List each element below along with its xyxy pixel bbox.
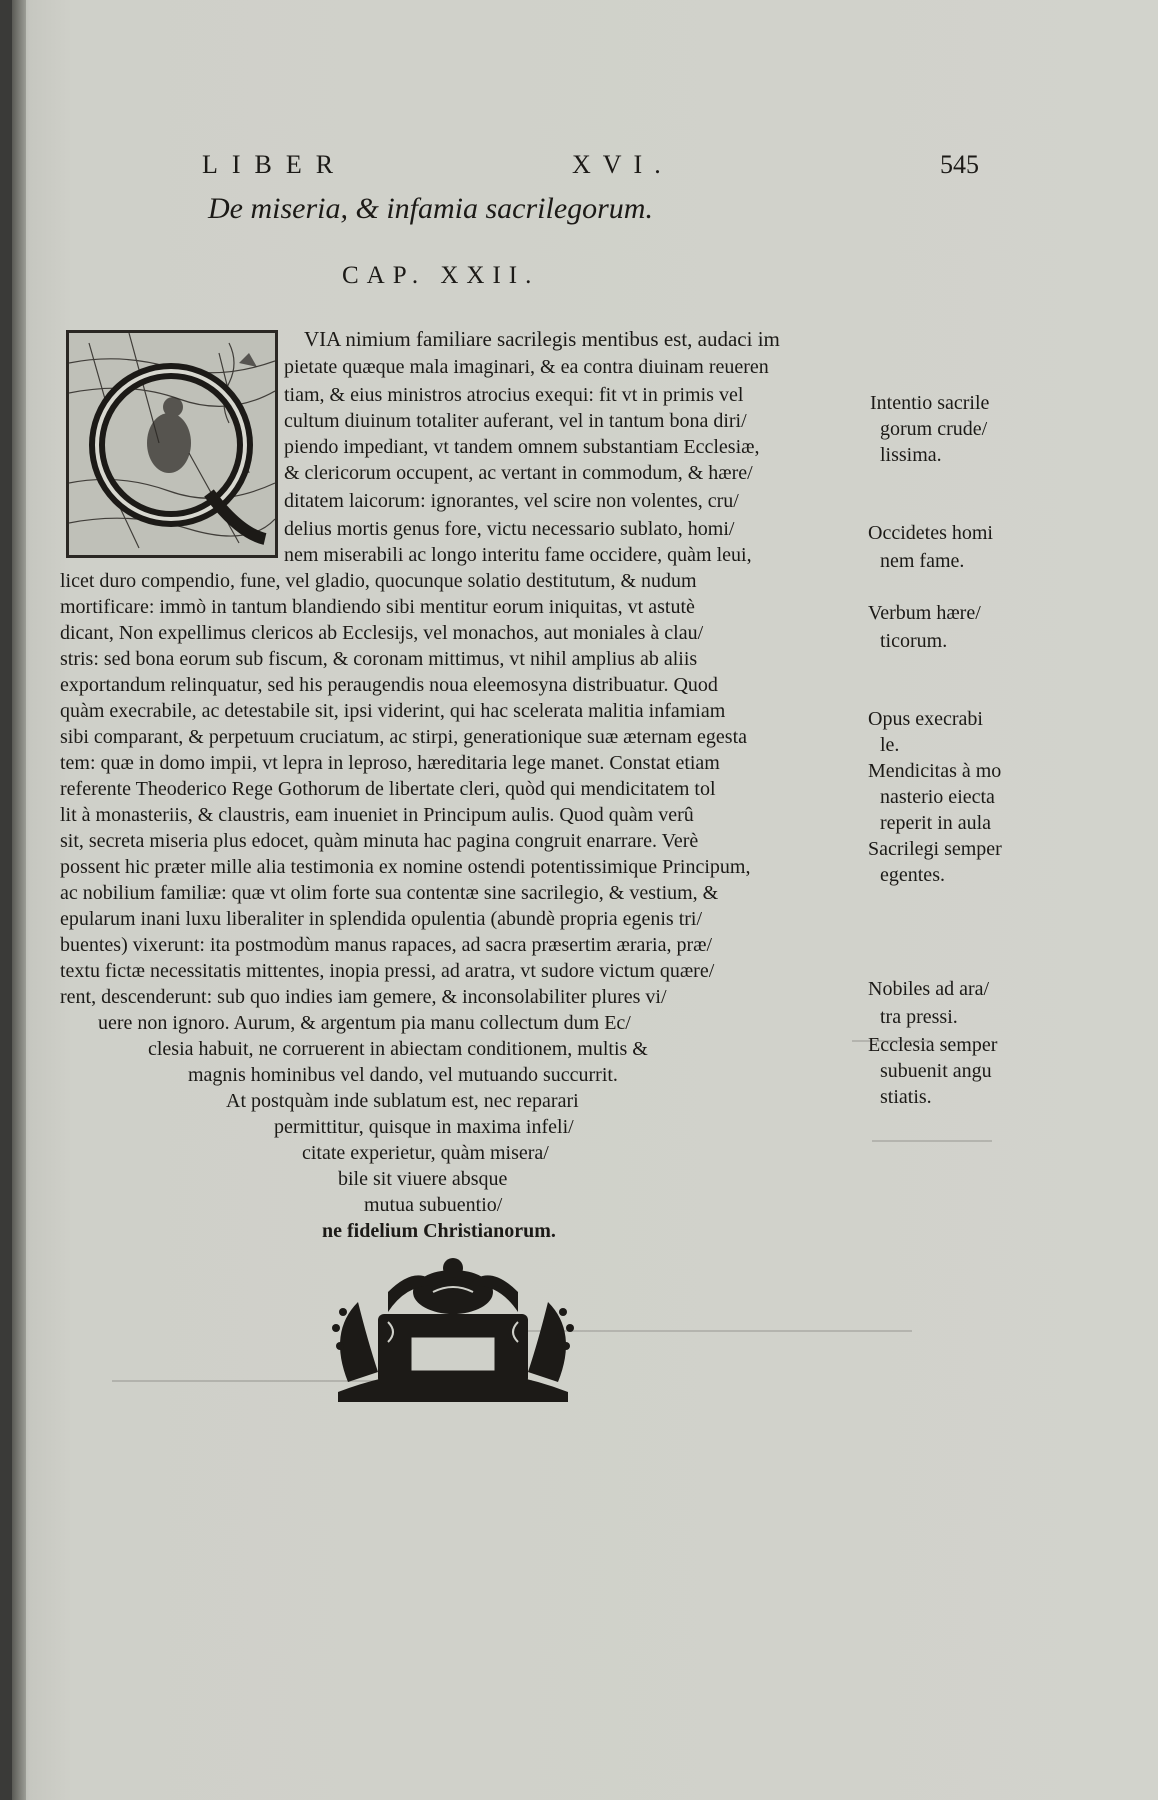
margin-note-line: egentes. bbox=[880, 864, 945, 886]
decorated-initial-q bbox=[66, 330, 278, 558]
body-line: citate experietur, quàm misera/ bbox=[302, 1142, 549, 1164]
body-line: piendo impediant, vt tandem omnem substantiam Ecclesiæ, bbox=[284, 436, 760, 458]
body-line: buentes) vixerunt: ita postmodùm manus rapaces, ad sacra præsertim æraria, præ/ bbox=[60, 934, 713, 956]
body-line: licet duro compendio, fune, vel gladio, quocunque solatio destitutum, & nudum bbox=[60, 570, 697, 592]
body-line: dicant, Non expellimus clericos ab Ecclesijs, vel monachos, aut moniales à clau/ bbox=[60, 622, 704, 644]
margin-note-line: nem fame. bbox=[880, 550, 965, 572]
margin-note-line: reperit in aula bbox=[880, 812, 992, 834]
body-line: possent hic præter mille alia testimonia ex nomine ostendi potentissimique Principum, bbox=[60, 856, 751, 878]
body-line: tem: quæ in domo impii, vt lepra in leproso, hæreditaria lege manet. Constat etiam bbox=[60, 752, 720, 774]
body-line: pietate quæque mala imaginari, & ea contra diuinam reueren bbox=[284, 356, 769, 378]
margin-note-line: lissima. bbox=[880, 444, 942, 466]
margin-note-line: nasterio eiecta bbox=[880, 786, 995, 808]
page-spine-shadow bbox=[12, 0, 26, 1800]
body-line: mortificare: immò in tantum blandiendo sibi mentitur eorum iniquitas, vt astutè bbox=[60, 596, 695, 618]
body-line: lit à monasteriis, & claustris, eam inueniet in Principum aulis. Quod quàm verû bbox=[60, 804, 694, 826]
margin-note-line: Sacrilegi semper bbox=[868, 838, 1002, 860]
body-line: ac nobilium familiæ: quæ vt olim forte sua contentæ sine sacrilegio, & vestium, & bbox=[60, 882, 719, 904]
body-line: At postquàm inde sublatum est, nec reparari bbox=[226, 1090, 579, 1112]
body-line: mutua subuentio/ bbox=[364, 1194, 503, 1216]
body-line: ne fidelium Christianorum. bbox=[322, 1220, 556, 1242]
chapter-number: CAP. XXII. bbox=[342, 262, 540, 289]
body-line: VIA nimium familiare sacrilegis mentibus est, audaci im bbox=[304, 327, 780, 351]
running-head-book-number: XVI. bbox=[572, 150, 673, 179]
margin-note-line: Ecclesia semper bbox=[868, 1034, 998, 1056]
margin-note-line: gorum crude/ bbox=[880, 418, 988, 440]
running-head bbox=[12, 150, 1158, 190]
body-line: quàm execrabile, ac detestabile sit, ipsi viderint, qui hac scelerata malitia infamiam bbox=[60, 700, 726, 722]
body-line: nem miserabili ac longo interitu fame occidere, quàm leui, bbox=[284, 544, 752, 566]
body-line: rent, descenderunt: sub quo indies iam gemere, & inconsolabiliter plures vi/ bbox=[60, 986, 667, 1008]
margin-note-line: tra pressi. bbox=[880, 1006, 958, 1028]
running-head-liber: LIBER bbox=[202, 150, 348, 179]
body-line: clesia habuit, ne corruerent in abiectam conditionem, multis & bbox=[148, 1038, 648, 1060]
margin-note-line: Verbum hære/ bbox=[868, 602, 981, 624]
body-line: bile sit viuere absque bbox=[338, 1168, 508, 1190]
margin-note-line: Nobiles ad ara/ bbox=[868, 978, 990, 1000]
margin-note-line: le. bbox=[880, 734, 900, 756]
ornament-woodcut bbox=[318, 1252, 588, 1404]
body-line: tiam, & eius ministros atrocius exequi: fit vt in primis vel bbox=[284, 384, 744, 406]
margin-note-line: Mendicitas à mo bbox=[868, 760, 1002, 782]
body-line: & clericorum occupent, ac vertant in commodum, & hære/ bbox=[284, 462, 753, 484]
margin-note-line: stiatis. bbox=[880, 1086, 932, 1108]
body-line: permittitur, quisque in maxima infeli/ bbox=[274, 1116, 574, 1138]
page-number: 545 bbox=[940, 150, 979, 179]
body-line: delius mortis genus fore, victu necessario sublato, homi/ bbox=[284, 518, 735, 540]
chapter-title: De miseria, & infamia sacrilegorum. bbox=[208, 192, 653, 225]
body-line: epularum inani luxu liberaliter in splendida opulentia (abundè propria egenis tri/ bbox=[60, 908, 703, 930]
margin-note-line: Occidetes homi bbox=[868, 522, 993, 544]
tailpiece-ornament bbox=[318, 1252, 588, 1404]
margin-note-line: Intentio sacrile bbox=[870, 392, 990, 414]
body-line: sibi comparant, & perpetuum cruciatum, ac stirpi, generationique suæ æternam egesta bbox=[60, 726, 748, 748]
book-page bbox=[12, 0, 1158, 1800]
body-line: ditatem laicorum: ignorantes, vel scire non volentes, cru/ bbox=[284, 490, 739, 512]
body-line: uere non ignoro. Aurum, & argentum pia manu collectum dum Ec/ bbox=[98, 1012, 631, 1034]
margin-note-line: Opus execrabi bbox=[868, 708, 983, 730]
body-line: textu fictæ necessitatis mittentes, inopia pressi, ad aratra, vt sudore victum quære/ bbox=[60, 960, 715, 982]
woodcut-illustration bbox=[69, 333, 275, 555]
body-line: cultum diuinum totaliter auferant, vel in tantum bona diri/ bbox=[284, 410, 747, 432]
margin-note-line: subuenit angu bbox=[880, 1060, 992, 1082]
body-line: sit, secreta miseria plus edocet, quàm minuta hac pagina congruit enarrare. Verè bbox=[60, 830, 699, 852]
body-line: magnis hominibus vel dando, vel mutuando succurrit. bbox=[188, 1064, 618, 1086]
body-line: exportandum relinquatur, sed his peraugendis noua eleemosyna distribuatur. Quod bbox=[60, 674, 718, 696]
margin-note-line: ticorum. bbox=[880, 630, 948, 652]
body-line: referente Theoderico Rege Gothorum de libertate cleri, quòd qui mendicitatem tol bbox=[60, 778, 716, 800]
body-line: stris: sed bona eorum sub fiscum, & coronam mittimus, vt nihil amplius ab aliis bbox=[60, 648, 698, 670]
